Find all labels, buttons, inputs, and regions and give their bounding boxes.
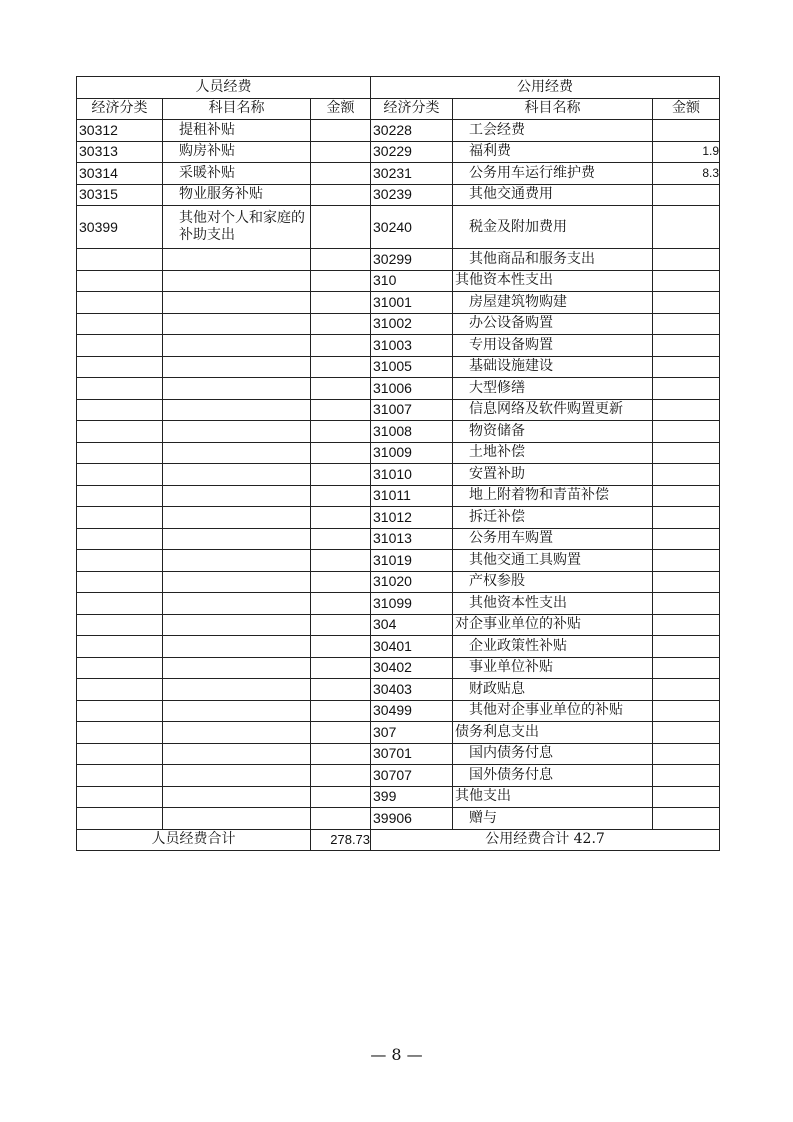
left-amount bbox=[311, 571, 371, 593]
right-amount bbox=[653, 679, 720, 701]
left-subject-name bbox=[163, 786, 311, 808]
right-econ-code: 399 bbox=[371, 786, 453, 808]
left-amount bbox=[311, 335, 371, 357]
public-expense-title: 公用经费 bbox=[371, 77, 720, 99]
right-subject-name: 其他交通费用 bbox=[453, 184, 653, 206]
right-subject-name: 其他对企事业单位的补贴 bbox=[453, 700, 653, 722]
right-econ-code: 31009 bbox=[371, 442, 453, 464]
right-amount bbox=[653, 528, 720, 550]
left-subject-name bbox=[163, 743, 311, 765]
table-row bbox=[77, 120, 720, 142]
right-subject-name: 公务用车运行维护费 bbox=[453, 163, 653, 185]
left-amount bbox=[311, 378, 371, 400]
left-econ-code: 30313 bbox=[77, 141, 163, 163]
table-row bbox=[77, 700, 720, 722]
left-subject-name bbox=[163, 614, 311, 636]
table-row bbox=[77, 593, 720, 615]
left-econ-code bbox=[77, 335, 163, 357]
right-econ-code: 30499 bbox=[371, 700, 453, 722]
left-amount bbox=[311, 421, 371, 443]
left-subject-name bbox=[163, 270, 311, 292]
right-econ-code: 31020 bbox=[371, 571, 453, 593]
right-subject-name: 房屋建筑物购建 bbox=[453, 292, 653, 314]
left-subject-name bbox=[163, 485, 311, 507]
left-econ-code bbox=[77, 249, 163, 271]
table-row bbox=[77, 528, 720, 550]
table-row bbox=[77, 657, 720, 679]
right-econ-code: 31013 bbox=[371, 528, 453, 550]
right-subject-name: 财政贴息 bbox=[453, 679, 653, 701]
col-header-amount-left: 金额 bbox=[311, 98, 371, 120]
right-amount bbox=[653, 335, 720, 357]
left-subject-name bbox=[163, 808, 311, 830]
right-econ-code: 31005 bbox=[371, 356, 453, 378]
right-amount bbox=[653, 184, 720, 206]
left-amount bbox=[311, 808, 371, 830]
right-subject-name: 土地补偿 bbox=[453, 442, 653, 464]
left-amount bbox=[311, 485, 371, 507]
table-row bbox=[77, 335, 720, 357]
left-amount bbox=[311, 292, 371, 314]
table-row bbox=[77, 507, 720, 529]
left-subject-name bbox=[163, 335, 311, 357]
left-econ-code bbox=[77, 700, 163, 722]
expense-table bbox=[76, 76, 720, 851]
left-subject-name bbox=[163, 528, 311, 550]
right-amount bbox=[653, 593, 720, 615]
left-amount bbox=[311, 636, 371, 658]
table-row bbox=[77, 399, 720, 421]
right-subject-name: 拆迁补偿 bbox=[453, 507, 653, 529]
left-econ-code bbox=[77, 593, 163, 615]
left-amount bbox=[311, 464, 371, 486]
left-econ-code bbox=[77, 679, 163, 701]
left-econ-code bbox=[77, 507, 163, 529]
left-subject-name bbox=[163, 292, 311, 314]
left-amount bbox=[311, 163, 371, 185]
right-subject-name: 赠与 bbox=[453, 808, 653, 830]
left-amount bbox=[311, 356, 371, 378]
left-amount bbox=[311, 700, 371, 722]
left-econ-code bbox=[77, 464, 163, 486]
right-amount bbox=[653, 722, 720, 744]
table-row bbox=[77, 550, 720, 572]
right-amount bbox=[653, 270, 720, 292]
left-subject-name bbox=[163, 356, 311, 378]
right-econ-code: 30299 bbox=[371, 249, 453, 271]
table-row bbox=[77, 571, 720, 593]
right-amount bbox=[653, 292, 720, 314]
col-header-subject-right: 科目名称 bbox=[453, 98, 653, 120]
right-subject-name: 公务用车购置 bbox=[453, 528, 653, 550]
right-subject-name: 税金及附加费用 bbox=[453, 206, 653, 249]
right-econ-code: 31007 bbox=[371, 399, 453, 421]
right-amount bbox=[653, 378, 720, 400]
left-econ-code: 30399 bbox=[77, 206, 163, 249]
left-amount bbox=[311, 765, 371, 787]
table-row bbox=[77, 378, 720, 400]
left-econ-code bbox=[77, 399, 163, 421]
right-amount: 8.3 bbox=[653, 163, 720, 185]
left-subject-name bbox=[163, 378, 311, 400]
left-econ-code: 30315 bbox=[77, 184, 163, 206]
right-amount bbox=[653, 765, 720, 787]
left-econ-code: 30312 bbox=[77, 120, 163, 142]
right-econ-code: 39906 bbox=[371, 808, 453, 830]
left-subject-name bbox=[163, 507, 311, 529]
left-econ-code bbox=[77, 571, 163, 593]
left-amount bbox=[311, 722, 371, 744]
left-subject-name bbox=[163, 442, 311, 464]
page-number: — 8 — bbox=[370, 1045, 423, 1064]
table-row bbox=[77, 679, 720, 701]
left-subject-name bbox=[163, 636, 311, 658]
right-econ-code: 30403 bbox=[371, 679, 453, 701]
right-econ-code: 30240 bbox=[371, 206, 453, 249]
right-amount bbox=[653, 657, 720, 679]
left-subject-name-text: 其他对个人和家庭的补助支出 bbox=[179, 210, 305, 243]
left-econ-code bbox=[77, 313, 163, 335]
right-econ-code: 30707 bbox=[371, 765, 453, 787]
right-amount bbox=[653, 206, 720, 249]
col-header-subject-left: 科目名称 bbox=[163, 98, 311, 120]
right-amount bbox=[653, 507, 720, 529]
left-amount bbox=[311, 614, 371, 636]
personnel-expense-title: 人员经费 bbox=[77, 77, 371, 99]
left-econ-code bbox=[77, 786, 163, 808]
right-econ-code: 30701 bbox=[371, 743, 453, 765]
left-econ-code bbox=[77, 765, 163, 787]
right-subject-name: 对企事业单位的补贴 bbox=[453, 614, 653, 636]
table-row bbox=[77, 464, 720, 486]
right-econ-code: 31099 bbox=[371, 593, 453, 615]
table-row bbox=[77, 292, 720, 314]
right-econ-code: 31011 bbox=[371, 485, 453, 507]
table-row bbox=[77, 614, 720, 636]
right-amount bbox=[653, 550, 720, 572]
table-row bbox=[77, 765, 720, 787]
left-subject-name bbox=[163, 593, 311, 615]
right-subject-name: 物资储备 bbox=[453, 421, 653, 443]
col-header-econ-right: 经济分类 bbox=[371, 98, 453, 120]
right-amount bbox=[653, 614, 720, 636]
right-amount bbox=[653, 421, 720, 443]
right-amount bbox=[653, 636, 720, 658]
right-subject-name: 办公设备购置 bbox=[453, 313, 653, 335]
left-amount bbox=[311, 507, 371, 529]
left-amount bbox=[311, 657, 371, 679]
left-econ-code bbox=[77, 292, 163, 314]
right-subject-name: 专用设备购置 bbox=[453, 335, 653, 357]
right-econ-code: 30401 bbox=[371, 636, 453, 658]
right-econ-code: 31001 bbox=[371, 292, 453, 314]
table-row bbox=[77, 485, 720, 507]
left-amount bbox=[311, 550, 371, 572]
left-amount bbox=[311, 679, 371, 701]
left-subject-name: 采暖补贴 bbox=[163, 163, 311, 185]
left-subject-name bbox=[163, 571, 311, 593]
right-subject-name: 产权参股 bbox=[453, 571, 653, 593]
left-econ-code bbox=[77, 270, 163, 292]
right-amount bbox=[653, 399, 720, 421]
right-econ-code: 310 bbox=[371, 270, 453, 292]
right-econ-code: 31010 bbox=[371, 464, 453, 486]
right-amount bbox=[653, 249, 720, 271]
right-amount bbox=[653, 700, 720, 722]
left-econ-code bbox=[77, 722, 163, 744]
left-econ-code bbox=[77, 550, 163, 572]
left-econ-code bbox=[77, 657, 163, 679]
left-subject-name bbox=[163, 206, 311, 249]
left-amount bbox=[311, 399, 371, 421]
right-subject-name: 安置补助 bbox=[453, 464, 653, 486]
right-econ-code: 30239 bbox=[371, 184, 453, 206]
left-econ-code bbox=[77, 485, 163, 507]
right-amount bbox=[653, 808, 720, 830]
right-subject-name: 大型修缮 bbox=[453, 378, 653, 400]
table-row bbox=[77, 743, 720, 765]
personnel-total-value: 278.73 bbox=[311, 829, 371, 851]
right-econ-code: 304 bbox=[371, 614, 453, 636]
left-subject-name bbox=[163, 679, 311, 701]
right-amount: 1.9 bbox=[653, 141, 720, 163]
left-subject-name: 提租补贴 bbox=[163, 120, 311, 142]
table-row bbox=[77, 808, 720, 830]
right-econ-code: 307 bbox=[371, 722, 453, 744]
col-header-econ-left: 经济分类 bbox=[77, 98, 163, 120]
left-subject-name bbox=[163, 249, 311, 271]
table-row bbox=[77, 184, 720, 206]
left-subject-name bbox=[163, 399, 311, 421]
left-econ-code: 30314 bbox=[77, 163, 163, 185]
table-row bbox=[77, 356, 720, 378]
right-subject-name: 其他资本性支出 bbox=[453, 270, 653, 292]
right-econ-code: 31002 bbox=[371, 313, 453, 335]
right-econ-code: 31006 bbox=[371, 378, 453, 400]
left-subject-name bbox=[163, 550, 311, 572]
table-row bbox=[77, 786, 720, 808]
right-econ-code: 30229 bbox=[371, 141, 453, 163]
left-amount bbox=[311, 120, 371, 142]
left-econ-code bbox=[77, 442, 163, 464]
right-subject-name: 福利费 bbox=[453, 141, 653, 163]
personnel-total-label: 人员经费合计 bbox=[77, 829, 311, 851]
table-row bbox=[77, 206, 720, 249]
right-subject-name: 基础设施建设 bbox=[453, 356, 653, 378]
left-amount bbox=[311, 313, 371, 335]
right-subject-name: 事业单位补贴 bbox=[453, 657, 653, 679]
left-econ-code bbox=[77, 636, 163, 658]
public-total-label: 公用经费合计 42.7 bbox=[371, 829, 720, 851]
left-econ-code bbox=[77, 356, 163, 378]
left-econ-code bbox=[77, 614, 163, 636]
left-econ-code bbox=[77, 528, 163, 550]
right-econ-code: 30231 bbox=[371, 163, 453, 185]
table-row bbox=[77, 636, 720, 658]
right-amount bbox=[653, 743, 720, 765]
right-subject-name: 国内债务付息 bbox=[453, 743, 653, 765]
left-econ-code bbox=[77, 743, 163, 765]
right-econ-code: 30228 bbox=[371, 120, 453, 142]
right-econ-code: 30402 bbox=[371, 657, 453, 679]
right-amount bbox=[653, 356, 720, 378]
right-subject-name: 其他商品和服务支出 bbox=[453, 249, 653, 271]
right-subject-name: 国外债务付息 bbox=[453, 765, 653, 787]
right-subject-name: 其他资本性支出 bbox=[453, 593, 653, 615]
left-amount bbox=[311, 141, 371, 163]
right-subject-name: 信息网络及软件购置更新 bbox=[453, 399, 653, 421]
right-amount bbox=[653, 442, 720, 464]
right-subject-name: 债务利息支出 bbox=[453, 722, 653, 744]
left-amount bbox=[311, 206, 371, 249]
left-econ-code bbox=[77, 421, 163, 443]
table-row bbox=[77, 421, 720, 443]
left-econ-code bbox=[77, 808, 163, 830]
table-row bbox=[77, 722, 720, 744]
col-header-amount-right: 金额 bbox=[653, 98, 720, 120]
table-row bbox=[77, 442, 720, 464]
left-econ-code bbox=[77, 378, 163, 400]
left-amount bbox=[311, 593, 371, 615]
table-body bbox=[77, 120, 720, 830]
right-econ-code: 31019 bbox=[371, 550, 453, 572]
right-econ-code: 31008 bbox=[371, 421, 453, 443]
table-row bbox=[77, 141, 720, 163]
left-subject-name bbox=[163, 313, 311, 335]
right-amount bbox=[653, 313, 720, 335]
right-subject-name: 地上附着物和青苗补偿 bbox=[453, 485, 653, 507]
left-subject-name bbox=[163, 657, 311, 679]
right-amount bbox=[653, 464, 720, 486]
table-title-row bbox=[77, 77, 720, 99]
right-amount bbox=[653, 485, 720, 507]
left-amount bbox=[311, 249, 371, 271]
totals-row bbox=[77, 829, 720, 851]
right-subject-name: 企业政策性补贴 bbox=[453, 636, 653, 658]
right-amount bbox=[653, 120, 720, 142]
table-row bbox=[77, 163, 720, 185]
left-amount bbox=[311, 184, 371, 206]
left-amount bbox=[311, 743, 371, 765]
right-amount bbox=[653, 571, 720, 593]
right-econ-code: 31003 bbox=[371, 335, 453, 357]
right-amount bbox=[653, 786, 720, 808]
left-amount bbox=[311, 270, 371, 292]
left-subject-name bbox=[163, 700, 311, 722]
table-row bbox=[77, 249, 720, 271]
left-amount bbox=[311, 442, 371, 464]
right-subject-name: 工会经费 bbox=[453, 120, 653, 142]
left-subject-name bbox=[163, 722, 311, 744]
column-header-row bbox=[77, 98, 720, 120]
left-subject-name bbox=[163, 765, 311, 787]
left-subject-name: 物业服务补贴 bbox=[163, 184, 311, 206]
right-subject-name: 其他交通工具购置 bbox=[453, 550, 653, 572]
table-row bbox=[77, 270, 720, 292]
right-econ-code: 31012 bbox=[371, 507, 453, 529]
left-subject-name bbox=[163, 464, 311, 486]
left-subject-name: 购房补贴 bbox=[163, 141, 311, 163]
table-row bbox=[77, 313, 720, 335]
left-amount bbox=[311, 528, 371, 550]
left-subject-name bbox=[163, 421, 311, 443]
right-subject-name: 其他支出 bbox=[453, 786, 653, 808]
left-amount bbox=[311, 786, 371, 808]
